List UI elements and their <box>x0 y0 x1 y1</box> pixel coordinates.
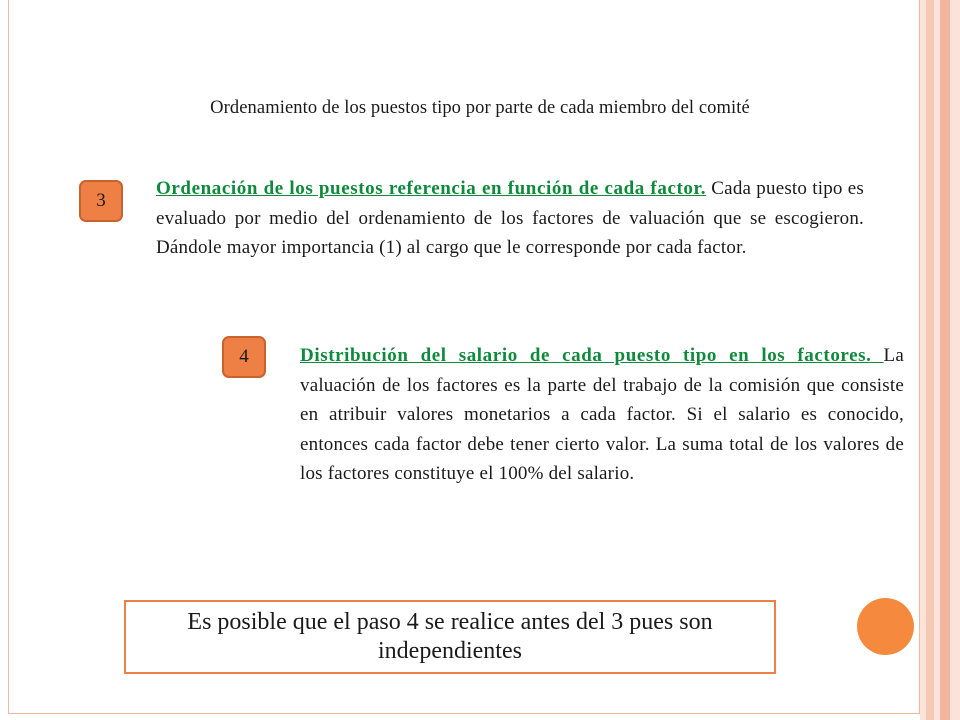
orange-circle-decoration <box>857 598 914 655</box>
step-3-badge: 3 <box>79 180 123 222</box>
step-4-title: Distribución del salario de cada puesto tipo en los factores. <box>300 345 884 366</box>
step-3-title: Ordenación de los puestos referencia en función de cada factor. <box>156 178 707 199</box>
note-box: Es posible que el paso 4 se realice antes del 3 pues son independientes <box>124 600 776 674</box>
step-4-body: La valuación de los factores es la parte del trabajo de la comisión que consiste en atribuir valores monetarios a cada factor. Si el salario es conocido, entonces cada factor debe tener cierto valor. La suma total de los valores de los factores constituye el 100% del salario. <box>300 345 904 485</box>
slide-subtitle: Ordenamiento de los puestos tipo por parte de cada miembro del comité <box>210 98 750 118</box>
step-4-paragraph <box>300 341 904 489</box>
step-4-badge: 4 <box>222 336 266 378</box>
step-3-body: Cada puesto tipo es evaluado por medio del ordenamiento de los factores de valuación que se escogieron. Dándole mayor importancia (1) al cargo que le corresponde por cada factor. <box>156 178 864 259</box>
step-3-paragraph <box>156 174 864 263</box>
